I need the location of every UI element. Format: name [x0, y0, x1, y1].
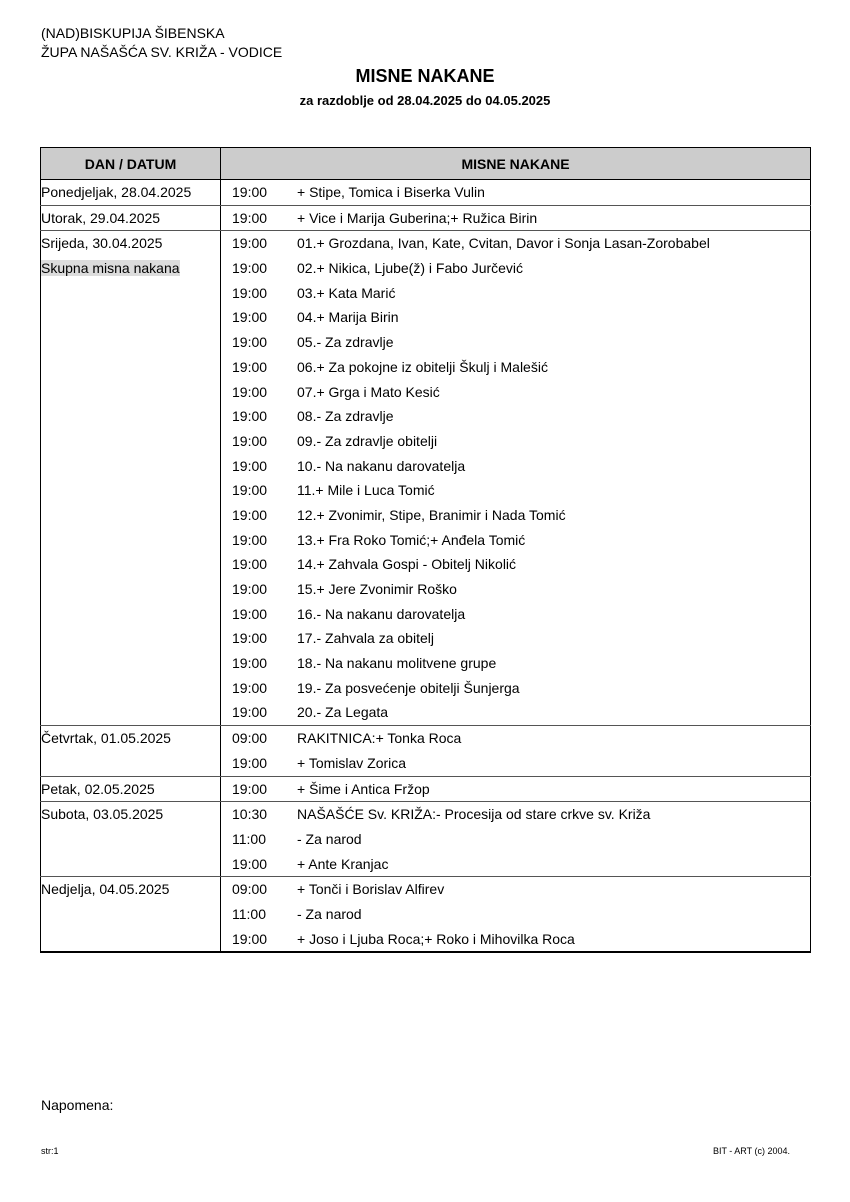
intention-text: 12.+ Zvonimir, Stipe, Branimir i Nada Tomić	[297, 506, 566, 523]
mass-time: 10:30	[232, 806, 268, 823]
note-label: Napomena:	[41, 1097, 114, 1113]
intention-text: 19.- Za posvećenje obitelji Šunjerga	[297, 679, 520, 696]
mass-time: 09:00	[232, 881, 268, 898]
mass-time: 19:00	[232, 780, 268, 797]
intention-entry	[221, 700, 810, 725]
intentions-cell	[221, 205, 811, 231]
intentions-cell	[221, 877, 811, 953]
intention-entry	[221, 429, 810, 454]
day-cell	[41, 877, 221, 953]
mass-time: 19:00	[232, 630, 268, 647]
day-date: Utorak, 29.04.2025	[41, 209, 161, 226]
intention-entry	[221, 231, 810, 256]
day-date: Subota, 03.05.2025	[41, 806, 164, 823]
intention-text: 03.+ Kata Marić	[297, 284, 396, 301]
intention-entry	[221, 206, 810, 231]
intention-entry	[221, 180, 810, 205]
intention-entry	[221, 454, 810, 479]
col-header-intentions: MISNE NAKANE	[221, 148, 811, 180]
day-date: Srijeda, 30.04.2025	[41, 235, 163, 252]
intention-entry	[221, 802, 810, 827]
intentions-cell	[221, 726, 811, 776]
intention-text: + Joso i Ljuba Roca;+ Roko i Mihovilka Roca	[297, 930, 575, 947]
mass-time: 19:00	[232, 284, 268, 301]
mass-time: 19:00	[232, 655, 268, 672]
table-header-row	[41, 148, 811, 180]
day-date: Nedjelja, 04.05.2025	[41, 881, 170, 898]
intention-entry	[221, 577, 810, 602]
page-title: MISNE NAKANE	[355, 66, 495, 86]
intention-text: 14.+ Zahvala Gospi - Obitelj Nikolić	[297, 556, 517, 573]
table-row	[41, 726, 811, 776]
mass-time: 19:00	[232, 408, 268, 425]
mass-time: 19:00	[232, 260, 268, 277]
intention-text: 04.+ Marija Birin	[297, 309, 399, 326]
table-body	[41, 180, 811, 953]
intention-text: 01.+ Grozdana, Ivan, Kate, Cvitan, Davor i Sonja Lasan-Zorobabel	[297, 235, 710, 252]
intention-text: RAKITNICA:+ Tonka Roca	[297, 730, 462, 747]
intention-text: + Ante Kranjac	[297, 855, 389, 872]
intention-text: + Tonči i Borislav Alfirev	[297, 881, 445, 898]
intention-text: 08.- Za zdravlje	[297, 408, 394, 425]
mass-time: 19:00	[232, 531, 268, 548]
table-row	[41, 231, 811, 726]
intention-text: 15.+ Jere Zvonimir Roško	[297, 581, 457, 597]
intention-text: 02.+ Nikica, Ljube(ž) i Fabo Jurčević	[297, 260, 524, 277]
day-date: Petak, 02.05.2025	[41, 780, 155, 797]
mass-time: 19:00	[232, 358, 268, 375]
intention-entry	[221, 330, 810, 355]
mass-time: 19:00	[232, 209, 268, 226]
software-credit: BIT - ART (c) 2004.	[712, 1146, 790, 1156]
day-note: Skupna misna nakana	[41, 260, 180, 277]
intention-entry	[221, 478, 810, 503]
intention-entry	[221, 726, 810, 751]
intentions-cell	[221, 802, 811, 877]
day-cell	[41, 180, 221, 206]
intention-entry	[221, 552, 810, 577]
intention-entry	[221, 902, 810, 927]
intention-text: 17.- Zahvala za obitelj	[297, 630, 434, 647]
mass-time: 19:00	[232, 235, 268, 252]
intentions-table	[40, 147, 811, 953]
mass-time: 19:00	[232, 432, 268, 449]
intention-entry	[221, 877, 810, 902]
intentions-cell	[221, 776, 811, 802]
intention-text: 05.- Za zdravlje	[297, 334, 394, 351]
intention-entry	[221, 503, 810, 528]
intention-text: 09.- Za zdravlje obitelji	[297, 432, 438, 449]
table-row	[41, 802, 811, 877]
intention-entry	[221, 256, 810, 281]
intention-text: 07.+ Grga i Mato Kesić	[297, 383, 440, 400]
day-date: Ponedjeljak, 28.04.2025	[41, 184, 192, 200]
intention-text: - Za narod	[297, 905, 362, 922]
intention-text: NAŠAŠĆE Sv. KRIŽA:- Procesija od stare crkve sv. Križa	[297, 806, 651, 823]
intention-entry	[221, 676, 810, 701]
mass-time: 11:00	[232, 905, 266, 922]
mass-time: 19:00	[232, 184, 268, 200]
col-header-day: DAN / DATUM	[41, 148, 221, 180]
intention-entry	[221, 355, 810, 380]
intention-text: 16.- Na nakanu darovatelja	[297, 605, 466, 622]
intention-entry	[221, 751, 810, 776]
intention-text: 20.- Za Legata	[297, 704, 389, 721]
intention-entry	[221, 927, 810, 952]
day-date: Četvrtak, 01.05.2025	[41, 730, 171, 747]
mass-time: 19:00	[232, 855, 268, 872]
intention-text: 13.+ Fra Roko Tomić;+ Anđela Tomić	[297, 531, 526, 548]
table-row	[41, 776, 811, 802]
diocese-name: (NAD)BISKUPIJA ŠIBENSKA	[41, 25, 225, 41]
intention-text: + Šime i Antica Fržop	[297, 780, 430, 797]
mass-time: 09:00	[232, 730, 268, 747]
table-row	[41, 180, 811, 206]
intention-entry	[221, 827, 810, 852]
mass-time: 19:00	[232, 309, 268, 326]
mass-time: 19:00	[232, 605, 268, 622]
mass-time: 19:00	[232, 457, 268, 474]
intention-entry	[221, 528, 810, 553]
intention-text: + Vice i Marija Guberina;+ Ružica Birin	[297, 209, 538, 226]
intention-entry	[221, 602, 810, 627]
intention-text: 10.- Na nakanu darovatelja	[297, 457, 466, 474]
mass-time: 19:00	[232, 556, 268, 573]
intention-text: + Tomislav Zorica	[297, 754, 407, 771]
day-cell	[41, 776, 221, 802]
intention-entry	[221, 626, 810, 651]
day-cell	[41, 231, 221, 726]
mass-time: 11:00	[232, 830, 266, 847]
intention-text: 18.- Na nakanu molitvene grupe	[297, 655, 497, 672]
mass-time: 19:00	[232, 704, 268, 721]
intention-entry	[221, 852, 810, 877]
mass-time: 19:00	[232, 581, 268, 597]
mass-time: 19:00	[232, 754, 268, 771]
intention-text: - Za narod	[297, 830, 362, 847]
table-row	[41, 205, 811, 231]
intention-entry	[221, 281, 810, 306]
parish-name: ŽUPA NAŠAŠĆA SV. KRIŽA - VODICE	[41, 44, 283, 60]
day-cell	[41, 205, 221, 231]
mass-time: 19:00	[232, 930, 268, 947]
intention-entry	[221, 305, 810, 330]
intention-entry	[221, 777, 810, 802]
intention-entry	[221, 404, 810, 429]
mass-time: 19:00	[232, 334, 268, 351]
page-subtitle: za razdoblje od 28.04.2025 do 04.05.2025	[299, 93, 551, 108]
table-row	[41, 877, 811, 953]
day-cell	[41, 802, 221, 877]
intentions-cell	[221, 231, 811, 726]
mass-time: 19:00	[232, 482, 268, 499]
intention-text: 06.+ Za pokojne iz obitelji Škulj i Malešić	[297, 358, 548, 375]
mass-time: 19:00	[232, 383, 268, 400]
intentions-cell	[221, 180, 811, 206]
mass-time: 19:00	[232, 679, 268, 696]
intention-entry	[221, 651, 810, 676]
intention-text: + Stipe, Tomica i Biserka Vulin	[297, 184, 485, 200]
page-number: str:1	[41, 1146, 59, 1156]
mass-time: 19:00	[232, 506, 268, 523]
intention-text: 11.+ Mile i Luca Tomić	[297, 482, 435, 499]
day-cell	[41, 726, 221, 776]
intention-entry	[221, 380, 810, 405]
